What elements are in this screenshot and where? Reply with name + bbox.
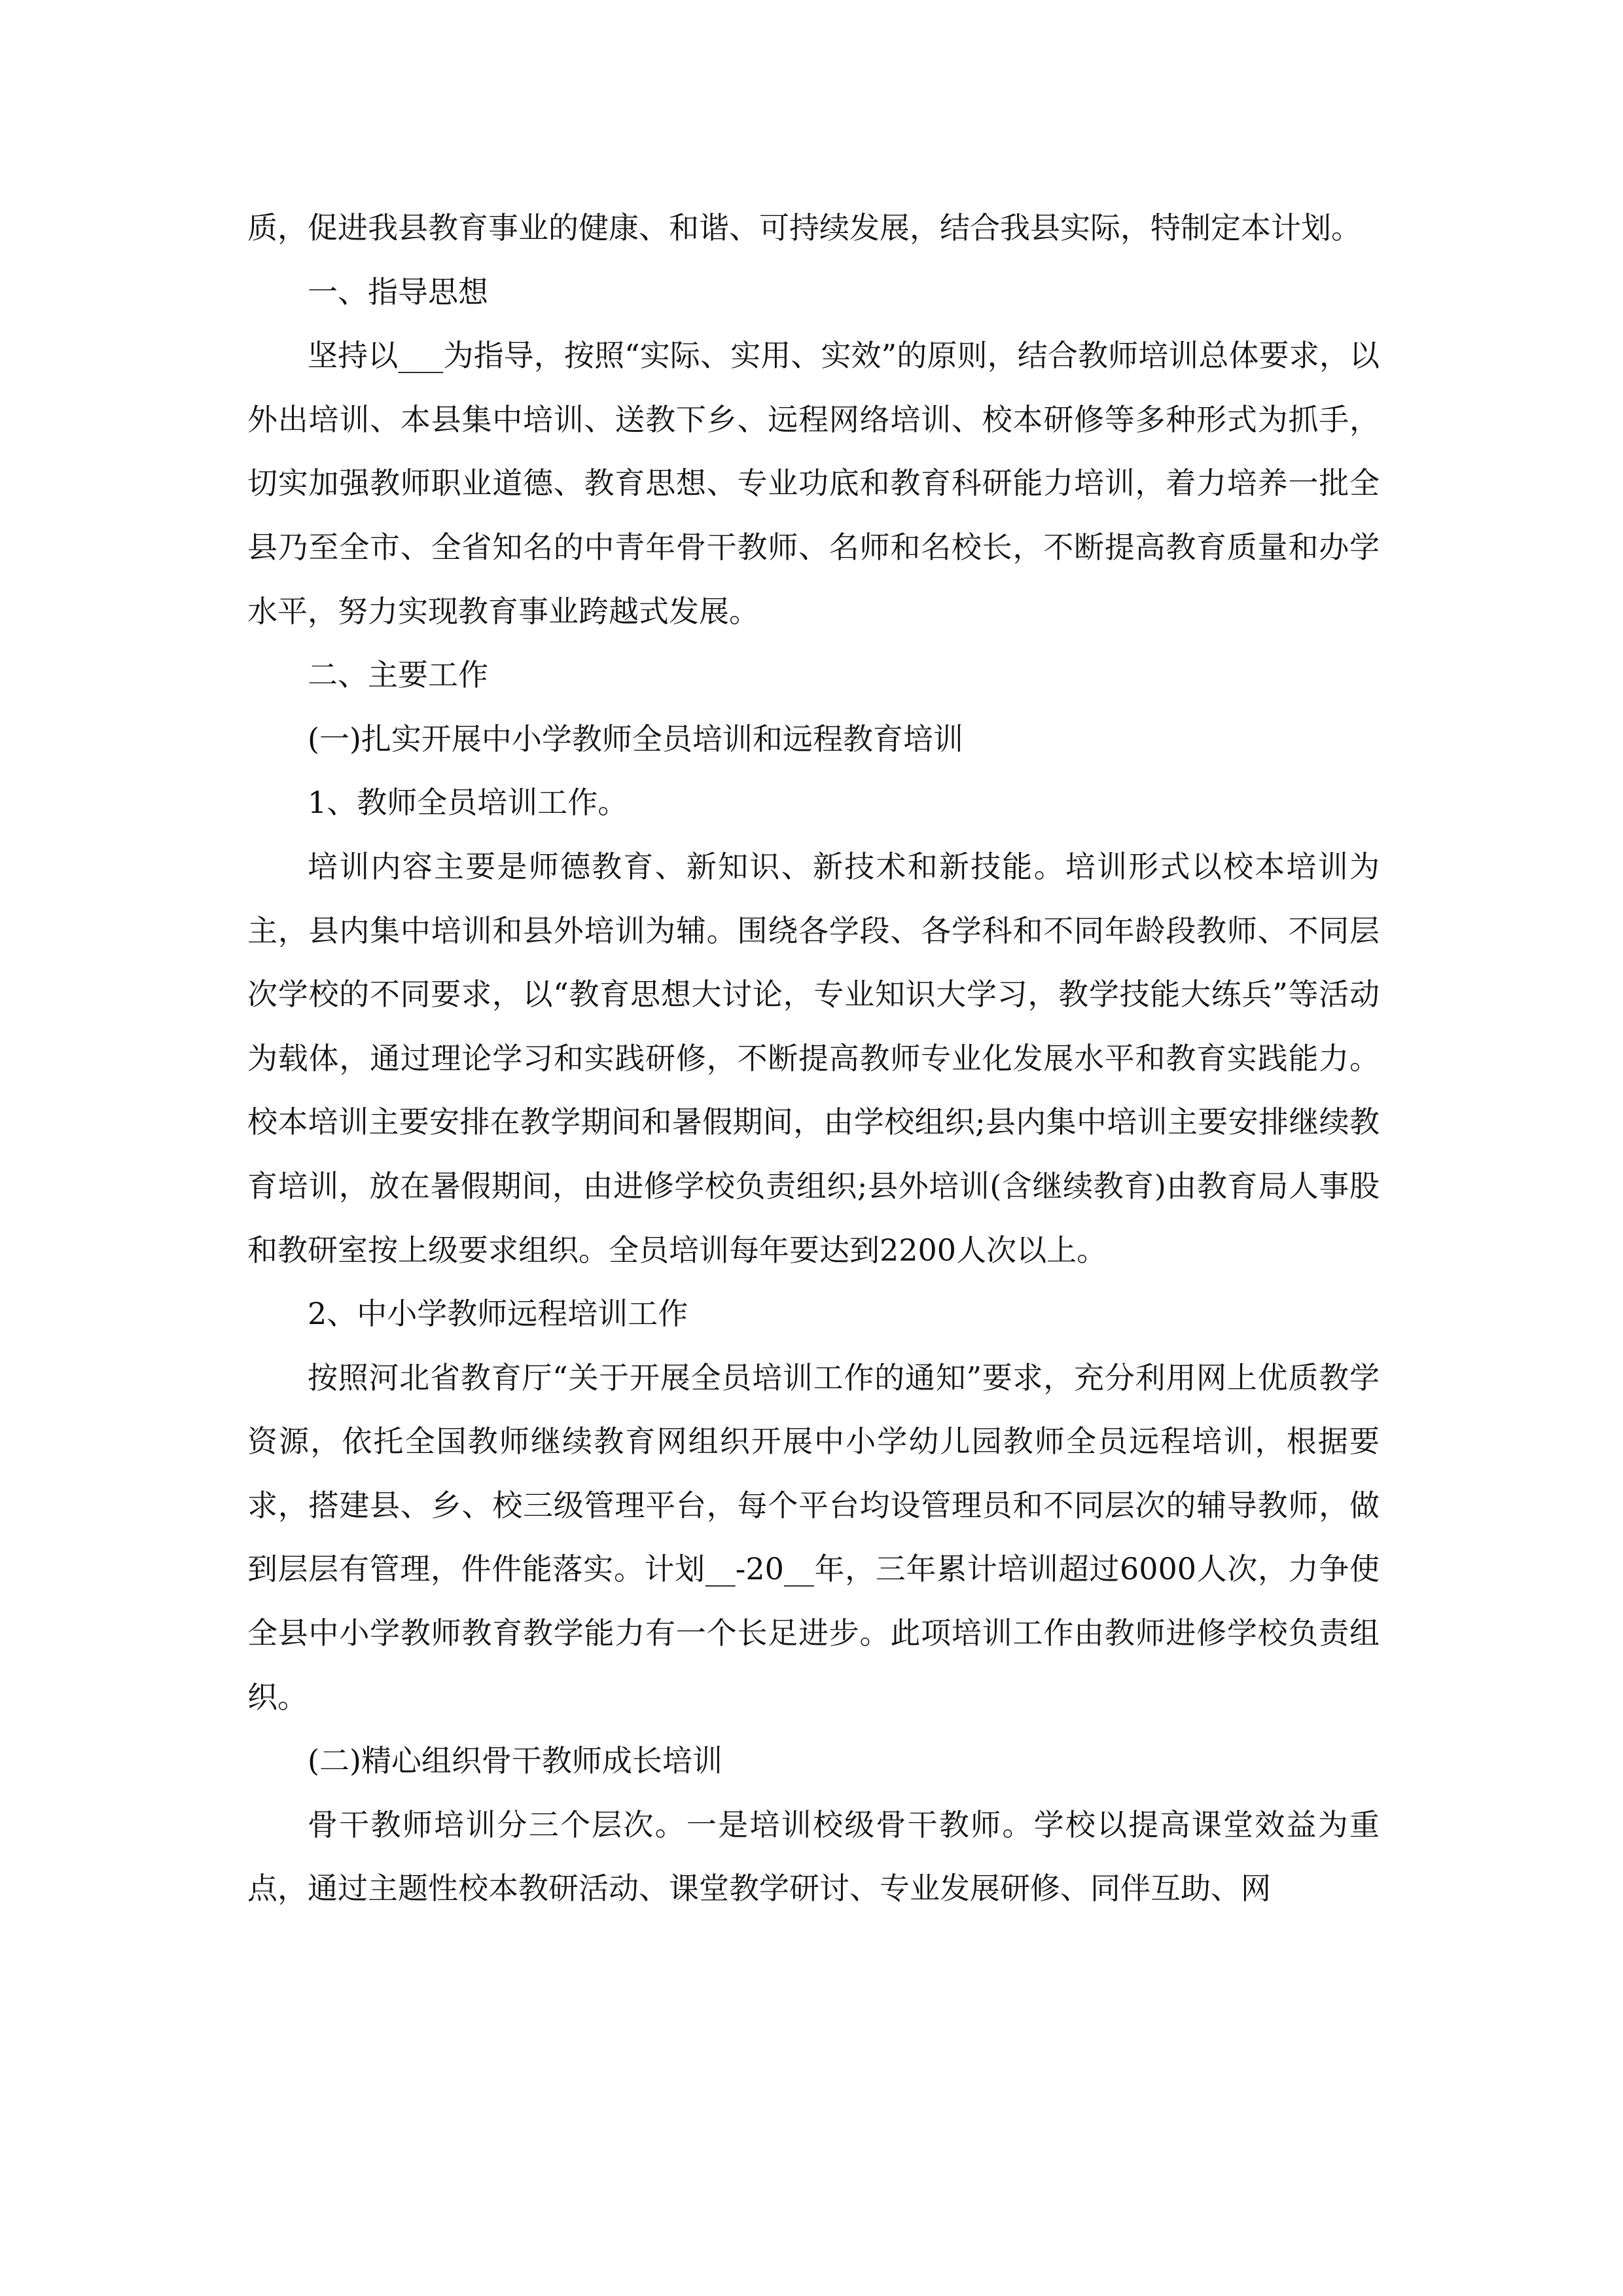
item-teacher-full-training: 1、教师全员培训工作。 — [308, 785, 628, 821]
subheading-full-staff-training: (一)扎实开展中小学教师全员培训和远程教育培训 — [308, 721, 963, 757]
item-remote-training: 2、中小学教师远程培训工作 — [308, 1296, 688, 1332]
paragraph-remote-training: 按照河北省教育厅“关于开展全员培训工作的通知”要求，充分利用网上优质教学资源，依托全国教师继续教育网组织开展中小学幼儿园教师全员远程培训，根据要求，搭建县、乡、校三级管理平台，每个平台均设管理员和不同层次的辅导教师，做到层层有管理，件件能落实。计划__-20__年，三年累计培训超过6000人次，力争使全县中小学教师教育教学能力有一个长足进步。此项培训工作由教师进修学校负责组织。 — [247, 1359, 1380, 1715]
paragraph-continued: 质，促进我县教育事业的健康、和谐、可持续发展，结合我县实际，特制定本计划。 — [247, 210, 1361, 245]
paragraph-guiding-ideology: 坚持以___为指导，按照“实际、实用、实效”的原则，结合教师培训总体要求，以外出培训、本县集中培训、送教下乡、远程网络培训、校本研修等多种形式为抓手，切实加强教师职业道德、教育思想、专业功底和教育科研能力培训，着力培养一批全县乃至全市、全省知名的中青年骨干教师、名师和名校长，不断提高教育质量和办学水平，努力实现教育事业跨越式发展。 — [247, 338, 1380, 629]
paragraph-backbone-teacher-training: 骨干教师培训分三个层次。一是培训校级骨干教师。学校以提高课堂效益为重点，通过主题性校本教研活动、课堂教学研讨、专业发展研修、同伴互助、网 — [247, 1806, 1380, 1907]
paragraph-full-training-content: 培训内容主要是师德教育、新知识、新技术和新技能。培训形式以校本培训为主，县内集中培训和县外培训为辅。围绕各学段、各学科和不同年龄段教师、不同层次学校的不同要求，以“教育思想大讨论，专业知识大学习，教学技能大练兵”等活动为载体，通过理论学习和实践研修，不断提高教师专业化发展水平和教育实践能力。校本培训主要安排在教学期间和暑假期间，由学校组织;县内集中培训主要安排继续教育培训，放在暑假期间，由进修学校负责组织;县外培训(含继续教育)由教育局人事股和教研室按上级要求组织。全员培训每年要达到2200人次以上。 — [247, 848, 1380, 1268]
subheading-backbone-teacher-training: (二)精心组织骨干教师成长培训 — [308, 1743, 722, 1779]
heading-main-work: 二、主要工作 — [308, 657, 488, 693]
document-page — [247, 196, 1380, 1921]
heading-guiding-ideology: 一、指导思想 — [308, 274, 488, 310]
